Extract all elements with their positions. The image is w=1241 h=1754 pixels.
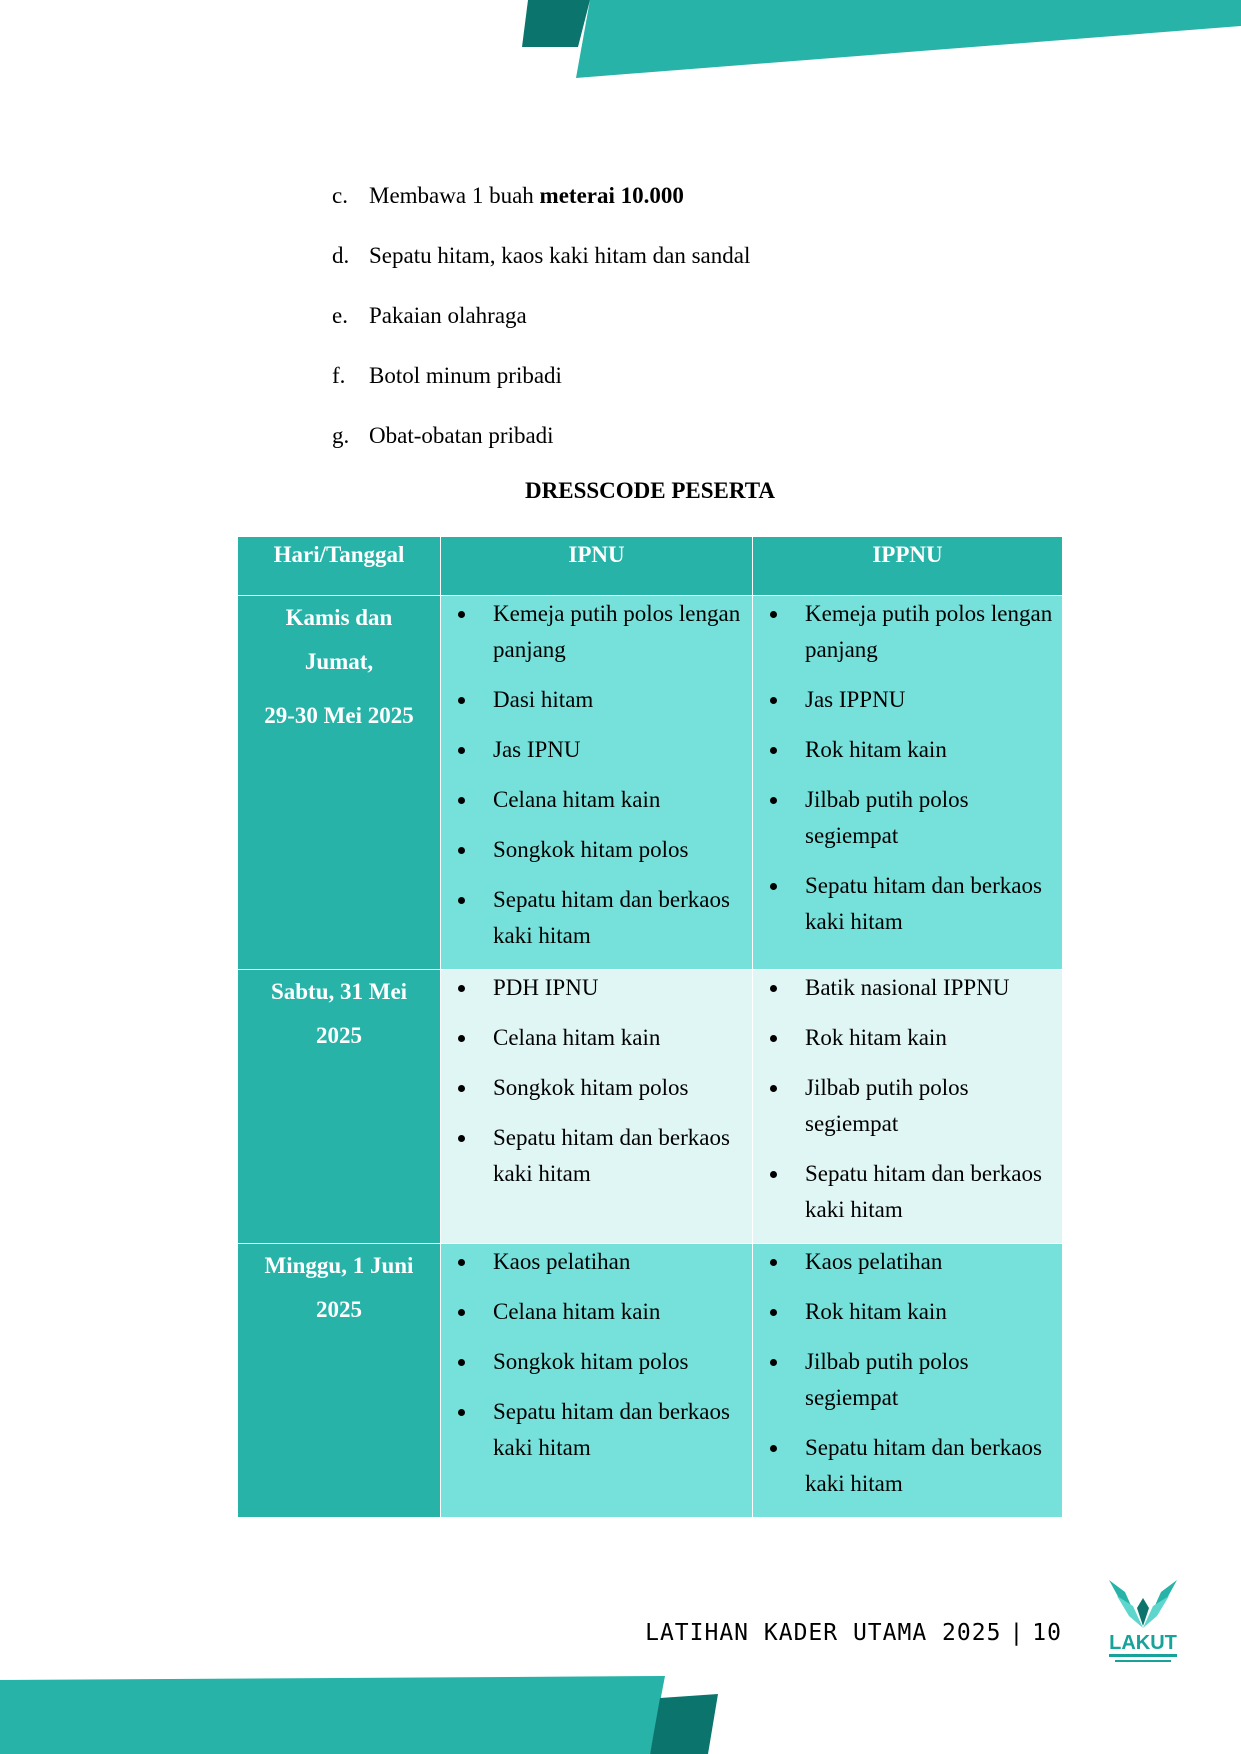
top-teal-band [576,0,1241,78]
list-item: Rok hitam kain [753,1294,1062,1330]
ipnu-items [441,596,752,954]
bottom-teal-band [0,1676,665,1754]
ippnu-cell [753,970,1063,1244]
list-text: Sepatu hitam, kaos kaki hitam dan sandal [369,243,751,268]
day-cell [238,970,441,1244]
day-line: Minggu, 1 Juni [264,1253,414,1278]
list-text: Botol minum pribadi [369,363,562,388]
list-item: Sepatu hitam dan berkaos kaki hitam [441,882,752,954]
logo-text: LAKUT [1109,1632,1177,1654]
list-item: Songkok hitam polos [441,1344,752,1380]
day-line: 2025 [316,1297,362,1322]
list-item: Sepatu hitam dan berkaos kaki hitam [753,868,1062,940]
list-text: Obat-obatan pribadi [369,423,554,448]
list-letter: f. [332,363,346,388]
footer-title: LATIHAN KADER UTAMA 2025 [645,1620,1002,1646]
list-item: Jilbab putih polos segiempat [753,1070,1062,1142]
table-row [238,596,1063,970]
day-line: 29-30 Mei 2025 [264,703,414,728]
list-item: Kemeja putih polos lengan panjang [753,596,1062,668]
list-item: Batik nasional IPPNU [753,970,1062,1006]
list-item: Rok hitam kain [753,1020,1062,1056]
page-number: 10 [1032,1620,1062,1646]
list-item: Rok hitam kain [753,732,1062,768]
top-dark-stripe [522,0,590,47]
list-letter: g. [332,423,350,448]
list-item: Songkok hitam polos [441,832,752,868]
day-cell [238,596,441,970]
table-row [238,1244,1063,1518]
table-header-row [238,537,1063,596]
list-item: PDH IPNU [441,970,752,1006]
list-letter: d. [332,243,350,268]
day-cell [238,1244,441,1518]
ipnu-cell [441,970,753,1244]
list-item: Jas IPNU [441,732,752,768]
footer-separator: | [1009,1620,1025,1646]
dresscode-table [237,536,1063,1518]
ipnu-cell [441,596,753,970]
list-item: Songkok hitam polos [441,1070,752,1106]
ipnu-items [441,970,752,1192]
ippnu-items [753,970,1062,1228]
list-letter: e. [332,303,348,328]
list-item: Dasi hitam [441,682,752,718]
ippnu-cell [753,1244,1063,1518]
list-item: Kemeja putih polos lengan panjang [441,596,752,668]
list-letter: c. [332,183,348,208]
ipnu-items [441,1244,752,1466]
list-item: Celana hitam kain [441,1294,752,1330]
list-text-bold: meterai 10.000 [539,183,684,208]
day-line: Jumat, [304,649,374,674]
section-heading: DRESSCODE PESERTA [525,478,775,503]
header-ipnu: IPNU [441,537,753,596]
list-item: Jas IPPNU [753,682,1062,718]
day-line: Kamis dan [285,605,393,630]
list-text: Pakaian olahraga [369,303,527,328]
list-item: Jilbab putih polos segiempat [753,1344,1062,1416]
list-item: Sepatu hitam dan berkaos kaki hitam [441,1120,752,1192]
list-text: Membawa 1 buah [369,183,540,208]
list-item: Kaos pelatihan [441,1244,752,1280]
day-line: Sabtu, 31 Mei [270,979,408,1004]
list-item: Celana hitam kain [441,1020,752,1056]
ipnu-cell [441,1244,753,1518]
page-footer [645,1620,1062,1646]
list-item: Kaos pelatihan [753,1244,1062,1280]
list-item: Sepatu hitam dan berkaos kaki hitam [441,1394,752,1466]
bottom-dark-stripe [650,1694,718,1754]
ippnu-items [753,596,1062,940]
ippnu-items [753,1244,1062,1502]
ippnu-cell [753,596,1063,970]
day-line: 2025 [316,1023,362,1048]
header-ippnu: IPPNU [753,537,1063,596]
list-item: Sepatu hitam dan berkaos kaki hitam [753,1430,1062,1502]
list-item: Jilbab putih polos segiempat [753,782,1062,854]
header-day: Hari/Tanggal [238,537,441,596]
list-item: Celana hitam kain [441,782,752,818]
list-item: Sepatu hitam dan berkaos kaki hitam [753,1156,1062,1228]
table-row [238,970,1063,1244]
